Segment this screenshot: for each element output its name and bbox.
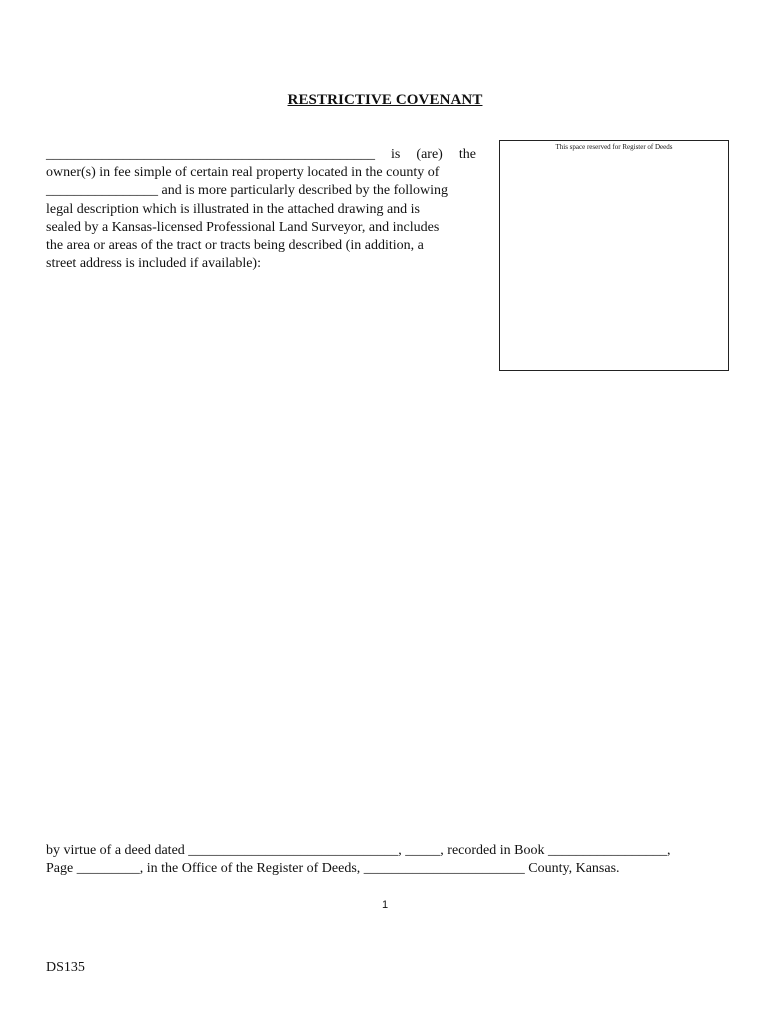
description-text: legal description which is illustrated in the attached drawing and is (46, 201, 421, 217)
description-line-1 (46, 146, 476, 164)
page-number: 1 (381, 899, 389, 911)
description-text: sealed by a Kansas-licensed Professional Land Surveyor, and includes (46, 219, 440, 235)
deed-line-1: by virtue of a deed dated ______________________________, _____, recorded in Book _________________, (46, 843, 671, 858)
recorder-box-note: This space reserved for Register of Deeds (555, 143, 673, 151)
description-text: street address is included if available): (46, 256, 261, 272)
form-id: DS135 (46, 960, 85, 975)
word-is: is (391, 147, 401, 162)
register-of-deeds-box (499, 140, 729, 371)
description-text: ________________ and is more particularly described by the following (46, 183, 449, 199)
property-description-paragraph (46, 146, 476, 273)
word-the: the (458, 147, 476, 162)
document-title: RESTRICTIVE COVENANT (287, 92, 483, 108)
word-are: (are) (416, 147, 443, 162)
description-line-5 (46, 219, 476, 237)
description-text: owner(s) in fee simple of certain real property located in the county of (46, 165, 440, 181)
owner-name-blank: _______________________________________________ (46, 147, 375, 162)
description-text: the area or areas of the tract or tracts being described (in addition, a (46, 238, 424, 254)
description-line-6 (46, 237, 476, 255)
deed-line-2: Page _________, in the Office of the Register of Deeds, _______________________ County, Kansas. (46, 861, 620, 877)
description-line-3 (46, 182, 476, 200)
deed-reference-paragraph (46, 842, 736, 878)
description-line-7 (46, 255, 476, 273)
description-line-4 (46, 201, 476, 219)
description-line-2 (46, 164, 476, 182)
